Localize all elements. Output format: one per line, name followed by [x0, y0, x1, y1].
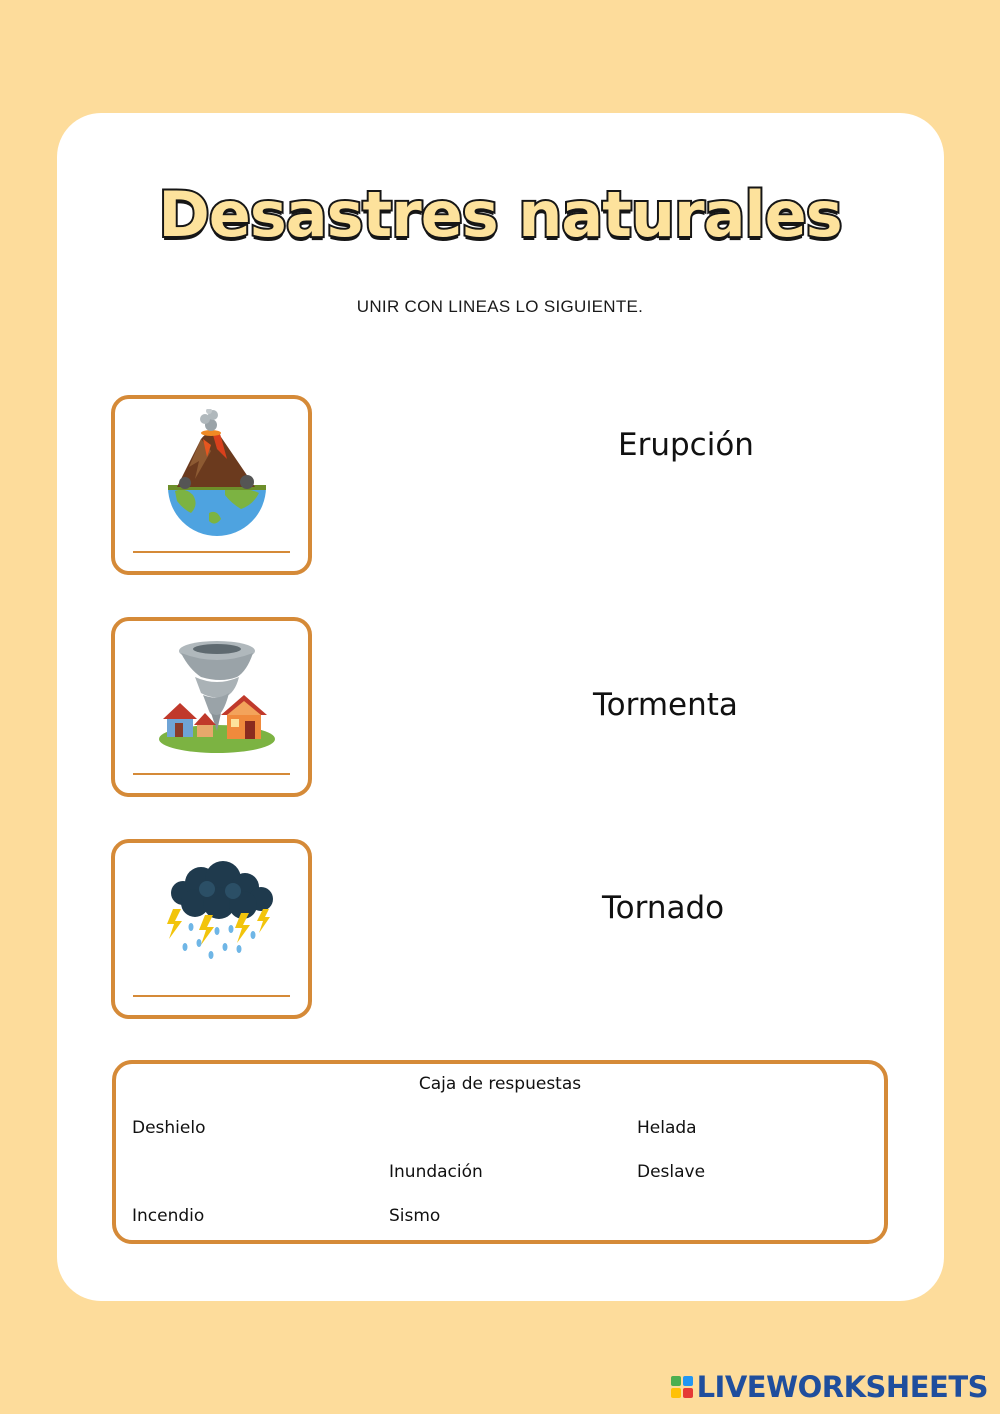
answer-option-deslave: Deslave: [637, 1162, 706, 1182]
answer-option-helada: Helada: [637, 1118, 697, 1138]
word-erupcion[interactable]: Erupción: [618, 427, 754, 463]
image-card-volcano: [111, 395, 312, 575]
answer-option-incendio: Incendio: [132, 1206, 205, 1226]
image-card-tornado: [111, 617, 312, 797]
tornado-houses-icon: [155, 631, 275, 761]
answer-option-deshielo: Deshielo: [132, 1118, 206, 1138]
volcano-eruption-icon: [155, 409, 275, 539]
answer-option-sismo: Sismo: [389, 1206, 441, 1226]
answer-box-title: Caja de respuestas: [418, 1074, 582, 1094]
brand-footer: [671, 1370, 988, 1404]
brand-name: LIVEWORKSHEETS: [696, 1370, 988, 1404]
page-title: Desastres naturales: [158, 178, 842, 251]
answer-box: [112, 1060, 888, 1244]
word-tornado[interactable]: Tornado: [602, 890, 725, 926]
instruction-text: UNIR CON LINEAS LO SIGUIENTE.: [356, 297, 644, 316]
answer-line-3[interactable]: [133, 995, 290, 997]
storm-cloud-icon: [155, 853, 285, 983]
answer-line-1[interactable]: [133, 551, 290, 553]
word-tormenta[interactable]: Tormenta: [593, 687, 738, 723]
image-card-storm: [111, 839, 312, 1019]
liveworksheets-logo-icon: [671, 1376, 693, 1398]
answer-line-2[interactable]: [133, 773, 290, 775]
answer-option-inundacion: Inundación: [389, 1162, 483, 1182]
